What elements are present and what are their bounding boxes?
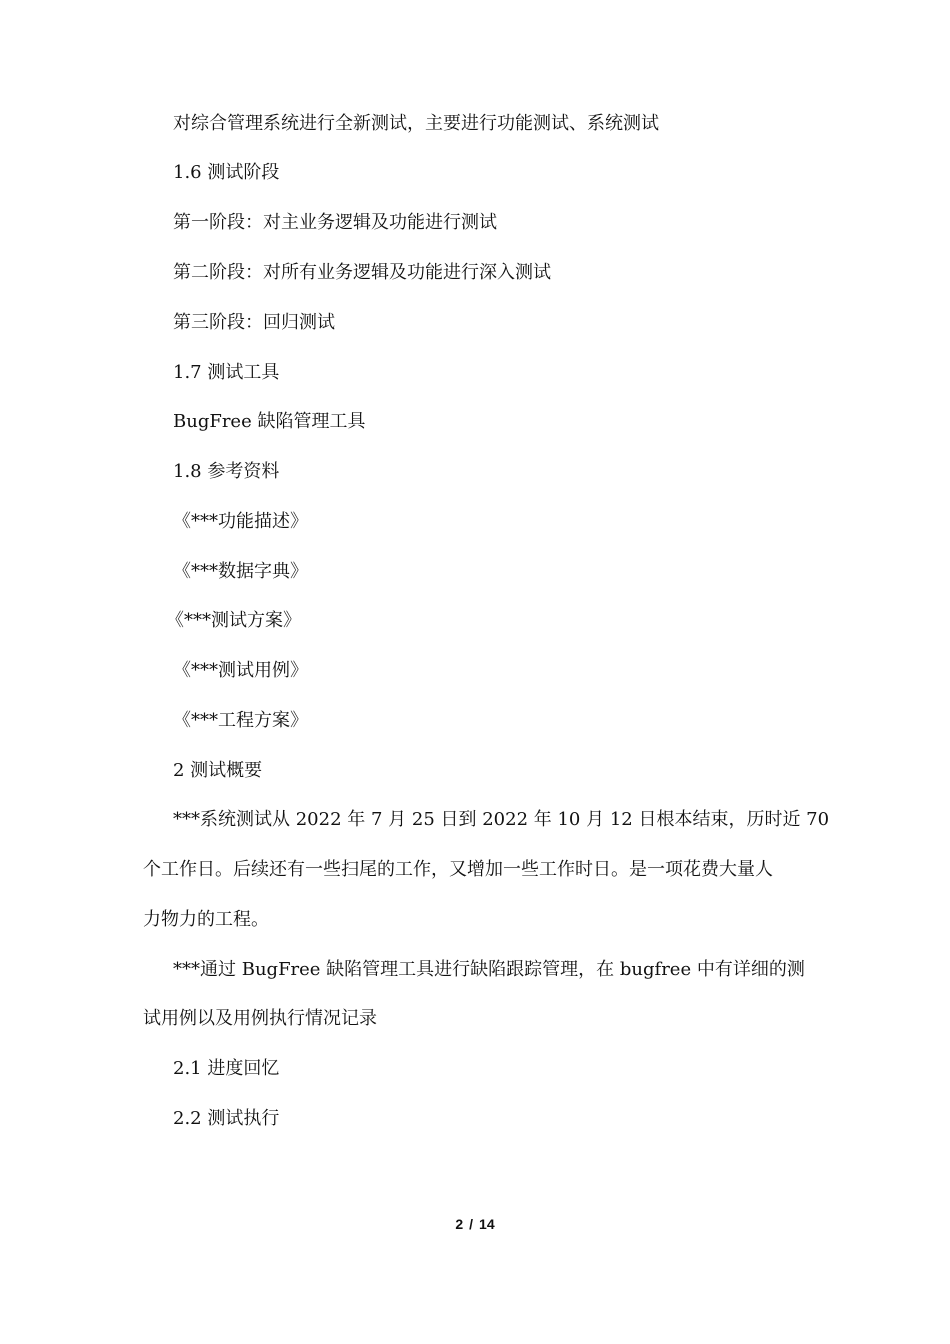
heading-2-1: 2.1 进度回忆 [173,1058,280,1079]
summary-paragraph-line-2: 个工作日。后续还有一些扫尾的工作，又增加一些工作时日。是一项花费大量人 [143,859,773,880]
heading-1-6: 1.6 测试阶段 [173,162,280,183]
stage-one: 第一阶段：对主业务逻辑及功能进行测试 [173,212,497,233]
summary-paragraph-line-1: ***系统测试从 2022 年 7 月 25 日到 2022 年 10 月 12 日根本结束，历时近 70 [173,809,830,830]
total-pages-number: 14 [479,1216,495,1232]
reference-engineering-plan: 《***工程方案》 [173,710,308,731]
heading-2: 2 测试概要 [173,760,263,781]
reference-function-description: 《***功能描述》 [173,511,308,532]
page-separator: / [469,1216,474,1232]
bugfree-paragraph-line-2: 试用例以及用例执行情况记录 [143,1008,377,1029]
heading-1-8: 1.8 参考资料 [173,461,280,482]
tool-bugfree: BugFree 缺陷管理工具 [173,411,366,432]
bugfree-paragraph-line-1: ***通过 BugFree 缺陷管理工具进行缺陷跟踪管理，在 bugfree 中有详细的测 [173,959,805,980]
reference-data-dictionary: 《***数据字典》 [173,561,308,582]
page-number-footer [0,1214,950,1234]
reference-test-cases: 《***测试用例》 [173,660,308,681]
reference-test-plan: 《***测试方案》 [166,610,301,631]
heading-1-7: 1.7 测试工具 [173,362,280,383]
paragraph-test-scope: 对综合管理系统进行全新测试，主要进行功能测试、系统测试 [173,113,659,134]
stage-three: 第三阶段：回归测试 [173,312,335,333]
stage-two: 第二阶段：对所有业务逻辑及功能进行深入测试 [173,262,551,283]
current-page-number: 2 [455,1216,464,1232]
summary-paragraph-line-3: 力物力的工程。 [143,909,269,930]
heading-2-2: 2.2 测试执行 [173,1108,280,1129]
